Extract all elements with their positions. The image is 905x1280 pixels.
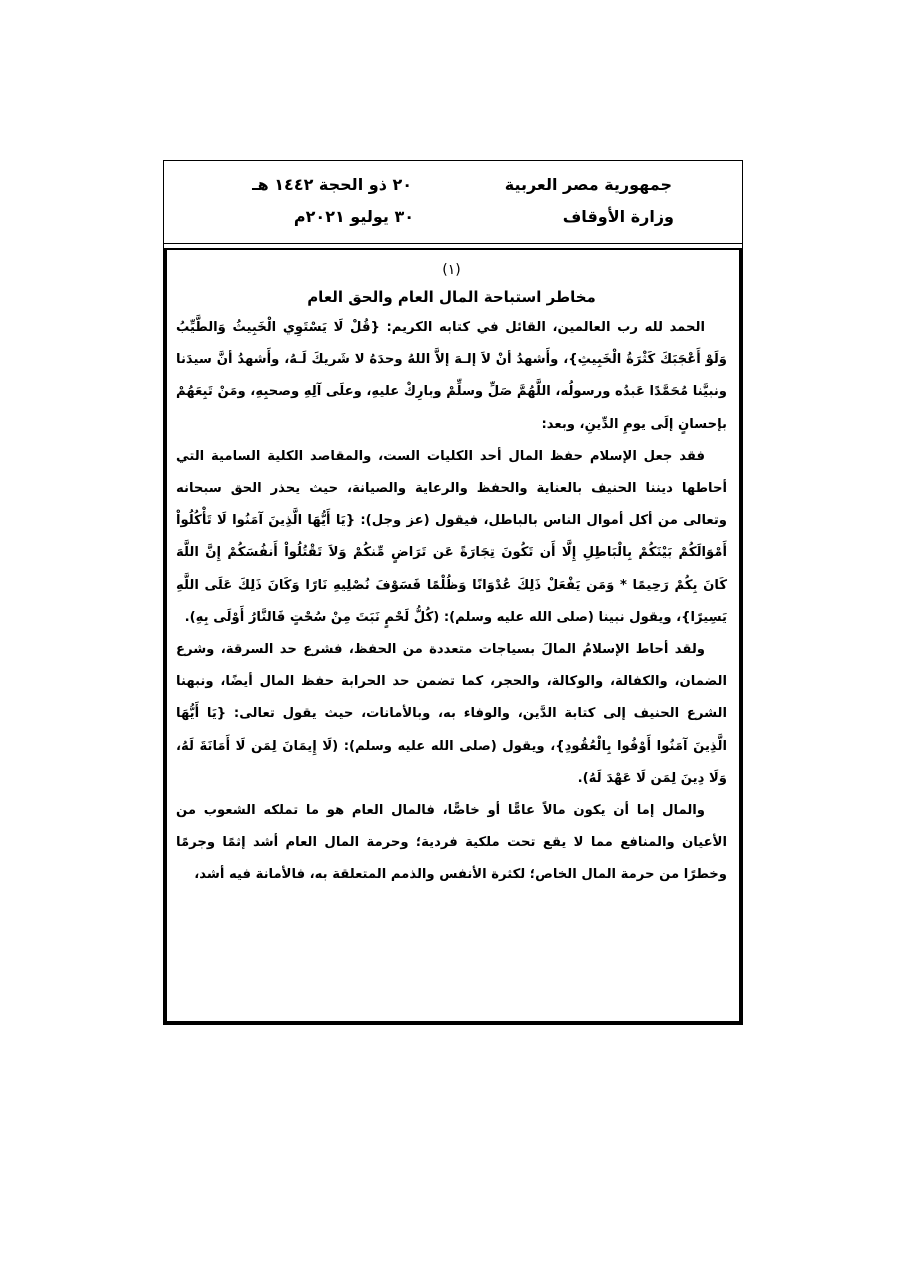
page-frame [163,160,743,1025]
paragraph: الحمد لله رب العالمين، القائل في كتابه الكريم: {قُلْ لَا يَسْتَوِي الْخَبِيثُ وَالطَّيِّبُ وَلَوْ أَعْجَبَكَ كَثْرَةُ الْخَبِيثِ}، وأَشهدُ أنْ لاَ إلـهَ إلاَّ اللهُ وحدَهُ لا شَريكَ لَـهُ، وأَشهدُ أنَّ سيدَنا ونبيَّنا مُحَمَّدًا عَبدُه ورسولُه، اللَّهُمَّ صَلِّ وسلِّمْ وبارِكْ عليهِ، وعلَى آلِهِ وصحبِهِ، ومَنْ تَبِعَهُمْ بإحسانٍ إلَى يومِ الدِّينِ، وبعد: [176,320,727,432]
paragraph: والمال إما أن يكون مالاً عامًّا أو خاصًّا، فالمال العام هو ما تملكه الشعوب من الأعيان والمنافع مما لا يقع تحت ملكية فردية؛ وحرمة المال العام أشد إثمًا وجرمًا وخطرًا من حرمة المال الخاص؛ لكثرة الأنفس والذمم المتعلقة به، فالأمانة فيه أشد، [176,803,727,883]
sermon-number: (١) [442,262,461,278]
ministry-name: وزارة الأوقاف [562,207,674,226]
gregorian-date: ٣٠ يوليو ٢٠٢١م [293,207,414,226]
letterhead [164,161,742,244]
sermon-title: مخاطر استباحة المال العام والحق العام [307,288,596,306]
country-name: جمهورية مصر العربية [504,175,672,194]
hijri-date: ٢٠ ذو الحجة ١٤٤٢ هـ [252,175,412,194]
sermon-body [164,248,742,1024]
paragraph: فقد جعل الإسلام حفظ المال أحد الكليات الست، والمقاصد الكلية السامية التي أحاطها ديننا الحنيف بالعناية والحفظ والرعاية والصيانة، حيث يحذر الحق سبحانه وتعالى من أكل أموال الناس بالباطل، فيقول (عز وجل): {يَا أَيُّهَا الَّذِينَ آمَنُوا لَا تَأْكُلُواْ أَمْوَالَكُمْ بَيْنَكُمْ بِالْبَاطِلِ إِلَّا أَن تَكُونَ تِجَارَةً عَن تَرَاضٍ مِّنكُمْ وَلاَ تَقْتُلُواْ أَنفُسَكُمْ إِنَّ اللَّهَ كَانَ بِكُمْ رَحِيمًا * وَمَن يَفْعَلْ ذَلِكَ عُدْوَانًا وَظُلْمًا فَسَوْفَ نُصْلِيهِ نَارًا وَكَانَ ذَلِكَ عَلَى اللَّهِ يَسِيرًا}، ويقول نبينا (صلى الله عليه وسلم): (كُلُّ لَحْمٍ نَبَتَ مِنْ سُحْتٍ فَالنَّارُ أَوْلَى بِهِ). [176,448,727,625]
paragraph: ولقد أحاط الإسلامُ المالَ بسياجات متعددة من الحفظ، فشرع حد السرقة، وشرع الضمان، والكفالة، والوكالة، والحجر، كما تضمن حد الحرابة حفظ المال أيضًا، ونبهنا الشرع الحنيف إلى كتابة الدَّين، والوفاء به، وبالأمانات، حيث يقول تعالى: {يَا أَيُّهَا الَّذِينَ آمَنُوا أَوْفُوا بِالْعُقُودِ}، ويقول (صلى الله عليه وسلم): (لَا إِيمَانَ لِمَن لَا أَمَانَةَ لَهُ، وَلَا دِينَ لِمَن لَا عَهْدَ لَهُ). [176,642,727,786]
sermon-content [176,258,727,892]
